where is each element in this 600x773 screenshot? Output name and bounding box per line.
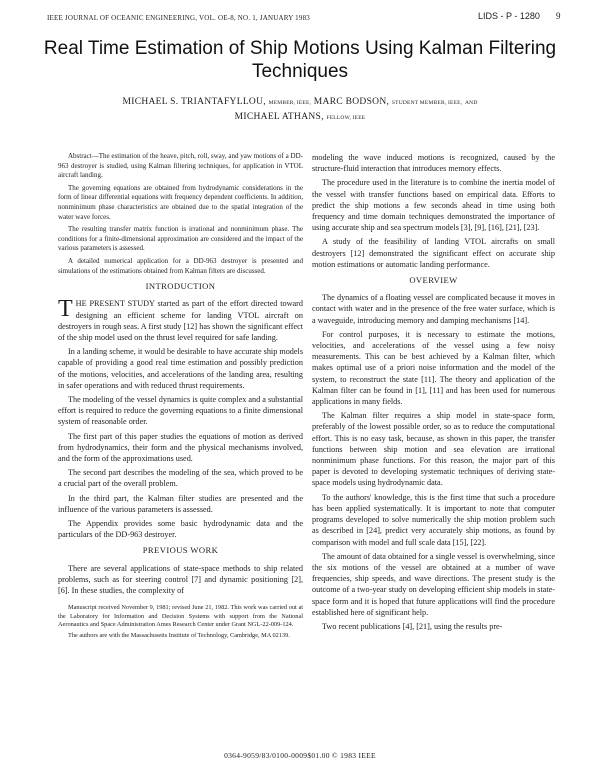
drop-cap: T xyxy=(58,296,73,323)
overview-paragraph: Two recent publications [4], [21], using the results pre- xyxy=(322,621,503,631)
intro-paragraph: The first part of this paper studies the equations of motion as derived from hydrodynamics, their form and the physical mechanisms involved, and the form of the approximations used. xyxy=(58,431,303,463)
intro-paragraph: The Appendix provides some basic hydrodynamic data and the particulars of the DD-963 destroyer. xyxy=(58,518,303,540)
left-column xyxy=(58,152,303,644)
abstract-paragraph: Abstract—The estimation of the heave, pitch, roll, sway, and yaw motions of a DD-963 destroyer is studied, using Kalman filtering techniques, for application in VTOL aircraft landing. xyxy=(58,152,303,180)
footnote-paragraph: The authors are with the Massachusetts Institute of Technology, Cambridge, MA 02139. xyxy=(68,632,290,640)
report-id: LIDS - P - 1280 xyxy=(478,11,540,21)
body-paragraph: The procedure used in the literature is to combine the inertia model of the vessel with transfer functions based on empirical data. Efforts to predict the ship motions a few seconds ahead in time using both frequency and time domain techniques demonstrated the importance of using accurate ship and sea spectrum models [3], [9], [16], [21], [23]. xyxy=(312,178,555,233)
author-role: FELLOW, IEEE xyxy=(326,115,366,121)
copyright-line: 0364-9059/83/0100-0009$01.00 © 1983 IEEE xyxy=(224,751,376,760)
overview-paragraph: The amount of data obtained for a single vessel is overwhelming, since the six motions of the vessel are obtained at a number of wave frequencies, ship speeds, and wave directions. The present study is the outcome of a two-year study on developing efficient ship models in state-space form and it is hoped that future applications will find the procedure established here of significant help. xyxy=(312,551,555,617)
footnote xyxy=(58,604,303,641)
author-role: STUDENT MEMBER, IEEE, xyxy=(391,100,463,106)
journal-header: IEEE JOURNAL OF OCEANIC ENGINEERING, VOL. OE-8, NO. 1, JANUARY 1983 xyxy=(47,14,310,22)
abstract-paragraph: The governing equations are obtained from hydrodynamic considerations in the form of linear differential equations with frequency dependent coefficients. In addition, nonminimum phase characteristics are obtained due to the spatial integration of the water wave forces. xyxy=(58,183,303,221)
right-column xyxy=(312,152,555,635)
overview-paragraph: To the authors' knowledge, this is the first time that such a procedure has been applied systematically. It is important to note that computer programs developed to solve numerically the ship motion problem such as described in [24], predict very accurately ship motions, as found by comparison with model and full scale data [15], [22]. xyxy=(312,492,555,547)
author-name: MICHAEL S. TRIANTAFYLLOU, xyxy=(122,97,266,107)
abstract-paragraph: A detailed numerical application for a DD-963 destroyer is presented and simulations of the estimations obtained from Kalman filters are discussed. xyxy=(58,256,303,275)
intro-paragraph: The second part describes the modeling of the sea, which proved to be a crucial part of the overall problem. xyxy=(58,468,303,489)
intro-paragraph: THE PRESENT STUDY started as part of the effort directed toward designing an efficient scheme for landing VTOL aircraft on destroyers in rough seas. A first study [12] has shown the significant effect of the ship model used on the thrust level required for safe landing. xyxy=(58,296,303,342)
author-role: MEMBER, IEEE, xyxy=(268,100,312,106)
footnote-paragraph: Manuscript received November 9, 1981; revised June 21, 1982. This work was carried out at the Laboratory for Information and Decision Systems with support from the National Aeronautics and Space Administration Ames Research Center under Grant NGL-22-009-124. xyxy=(58,604,303,629)
author-and: AND xyxy=(464,100,478,106)
previous-work-paragraph: There are several applications of state-space methods to ship related problems, such as for steering control [7] and dynamic positioning [2], [6]. In these studies, the complexity of xyxy=(58,563,303,595)
overview-paragraph: The dynamics of a floating vessel are complicated because it moves in contact with water and in the presence of the free water surface, which is a waveguide, introducing memory and damping mechanisms [14]. xyxy=(312,293,555,325)
intro-paragraph: The modeling of the vessel dynamics is quite complex and a substantial effort is required to reduce the governing equations to a finite dimensional system of reasonable order. xyxy=(58,394,303,427)
overview-heading: OVERVIEW xyxy=(409,275,458,286)
abstract xyxy=(58,152,303,276)
page-number: 9 xyxy=(556,11,561,21)
author-name: MARC BODSON, xyxy=(313,97,390,107)
author-name: MICHAEL ATHANS, xyxy=(234,112,324,122)
body-paragraph: A study of the feasibility of landing VTOL aircrafts on small destroyers [12] demonstrated the significant effect on accurate ship motion estimations or automatic landing performance. xyxy=(312,237,555,269)
intro-paragraph: In the third part, the Kalman filter studies are presented and the influence of the various parameters is assessed. xyxy=(58,493,303,514)
intro-paragraph: In a landing scheme, it would be desirable to have accurate ship models capable of providing a good real time estimation and possibly prediction of the motions, velocities, and accelerations of the landing area, resulting in safer operations and with reduced thrust requirements. xyxy=(58,347,303,390)
introduction-heading: INTRODUCTION xyxy=(145,281,216,292)
overview-paragraph: For control purposes, it is necessary to estimate the motions, velocities, and accelerations of the vessel using a few noisy measurements. This can be best achieved by a Kalman filter, which makes optimal use of a priori noise information and the model of the system, to reconstruct the state [11]. The theory and application of the Kalman filter can be found in [1], [11] and has been used for numerous applications in many fields. xyxy=(312,329,555,407)
paper-title: Real Time Estimation of Ship Motions Using Kalman Filtering Techniques xyxy=(43,38,557,82)
previous-work-heading: PREVIOUS WORK xyxy=(142,545,219,556)
body-paragraph: modeling the wave induced motions is recognized, caused by the structure-fluid interaction that introduces memory effects. xyxy=(312,153,555,174)
abstract-paragraph: The resulting transfer matrix function is irrational and nonminimum phase. The conditions for a finite-dimensional approximation are considered and the impact of the various parameters is assessed. xyxy=(58,225,303,253)
author-list xyxy=(60,95,540,125)
overview-paragraph: The Kalman filter requires a ship model in state-space form, preferably of the lowest possible order, so as to reduce the computational effort. This is no easy task, because, as shown in this paper, the transfer functions between ship motion and sea elevation are irrational nonminimum phase functions. For this reason, the major part of this paper is devoted to developing systematic techniques of deriving state-space models using hydrodynamic data. xyxy=(312,411,555,488)
